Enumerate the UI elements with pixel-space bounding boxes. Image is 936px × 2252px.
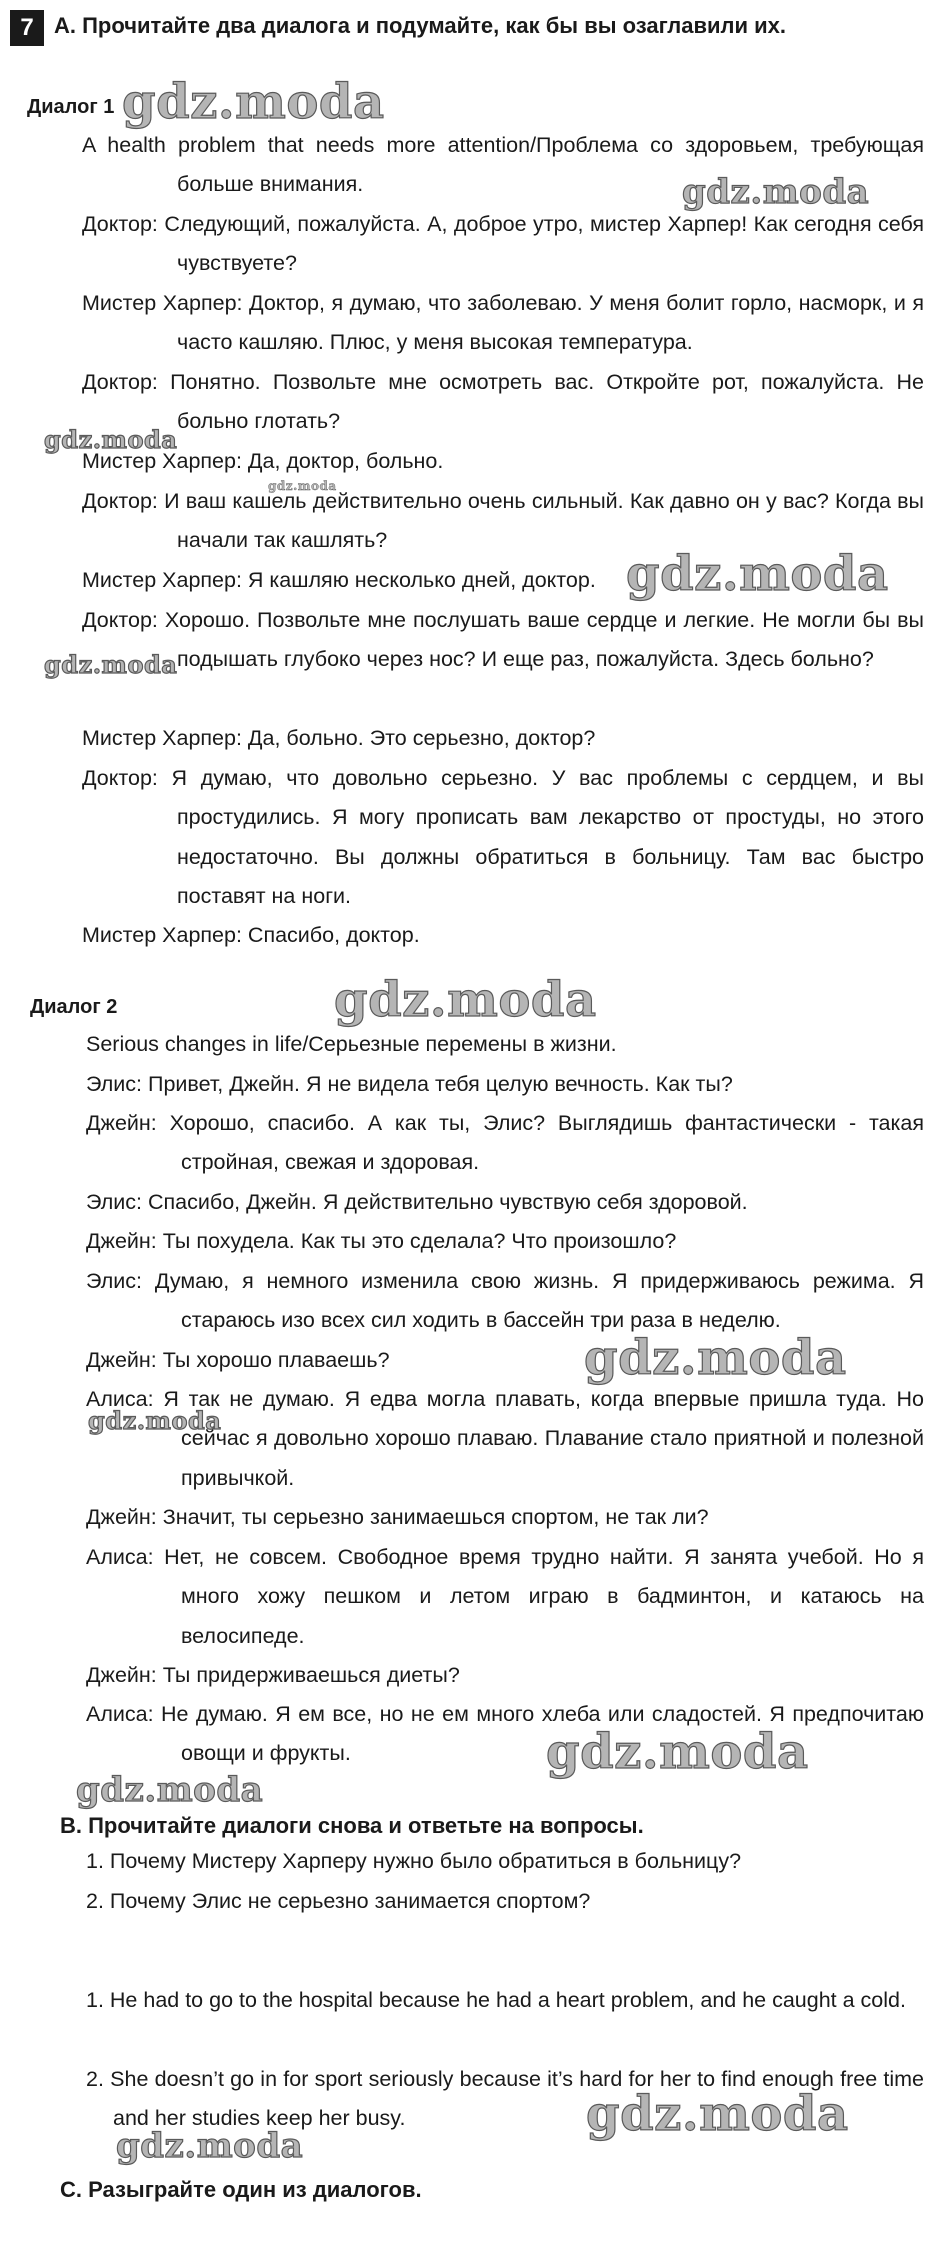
watermark: gdz.moda xyxy=(546,1724,809,1780)
dialog2-title: Диалог 2 xyxy=(30,996,118,1018)
dialog2-line: Элис: Спасибо, Джейн. Я действительно чувствую себя здоровой. xyxy=(86,1190,748,1214)
dialog1-line: Мистер Харпер: Я кашляю несколько дней, доктор. xyxy=(82,568,596,592)
task-c-heading: C. Разыграйте один из диалогов. xyxy=(60,2177,422,2202)
dialog2-line: Алиса: Нет, не совсем. Свободное время трудно найти. Я занята учебой. Но я много хожу пешком и летом играю в бадминтон, и катаюсь на велосипеде. xyxy=(86,1545,924,1648)
watermark: gdz.moda xyxy=(268,479,337,493)
watermark: gdz.moda xyxy=(586,2086,849,2142)
watermark: gdz.moda xyxy=(44,425,178,454)
task-b-heading: B. Прочитайте диалоги снова и ответьте на вопросы. xyxy=(60,1813,644,1838)
dialog1-line: Мистер Харпер: Да, доктор, больно. xyxy=(82,449,444,473)
dialog2-line: Алиса: Не думаю. Я ем все, но не ем много хлеба или сладостей. Я предпочитаю овощи и фрукты. xyxy=(86,1702,924,1766)
dialog1-subtitle: A health problem that needs more attention/Проблема со здоровьем, требующая больше внимания. xyxy=(82,133,924,197)
answer-item: 1. He had to go to the hospital because he had a heart problem, and he caught a cold. xyxy=(86,1988,906,2012)
dialog1-line: Мистер Харпер: Да, больно. Это серьезно, доктор? xyxy=(82,726,596,750)
watermark: gdz.moda xyxy=(334,972,597,1028)
task-number-badge: 7 xyxy=(10,10,44,46)
dialog2-line: Элис: Думаю, я немного изменила свою жизнь. Я придерживаюсь режима. Я стараюсь изо всех сил ходить в бассейн три раза в неделю. xyxy=(86,1269,924,1333)
dialog2-subtitle: Serious changes in life/Серьезные перемены в жизни. xyxy=(86,1032,617,1056)
dialog1-line: Доктор: И ваш кашель действительно очень сильный. Как давно он у вас? Когда вы начали так кашлять? xyxy=(82,489,924,553)
watermark: gdz.moda xyxy=(88,1406,222,1435)
dialog1-title: Диалог 1 xyxy=(27,96,115,118)
task-a-heading: A. Прочитайте два диалога и подумайте, как бы вы озаглавили их. xyxy=(54,13,787,38)
dialog2-line: Джейн: Значит, ты серьезно занимаешься спортом, не так ли? xyxy=(86,1505,709,1529)
dialog2-line: Джейн: Хорошо, спасибо. А как ты, Элис? Выглядишь фантастически - такая стройная, свежая и здоровая. xyxy=(86,1111,924,1175)
dialog2-line: Джейн: Ты придерживаешься диеты? xyxy=(86,1663,460,1687)
watermark: gdz.moda xyxy=(682,172,870,212)
dialog1-line: Доктор: Следующий, пожалуйста. А, доброе утро, мистер Харпер! Как сегодня себя чувствуете? xyxy=(82,212,924,276)
dialog2-line: Алиса: Я так не думаю. Я едва могла плавать, когда впервые пришла туда. Но сейчас я довольно хорошо плаваю. Плавание стало приятной и полезной привычкой. xyxy=(86,1387,924,1490)
dialog1-line: Доктор: Я думаю, что довольно серьезно. У вас проблемы с сердцем, и вы простудились. Я могу прописать вам лекарство от простуды, но этого недостаточно. Вы должны обратиться в больницу. Там вас быстро поставят на ноги. xyxy=(82,766,924,908)
watermark: gdz.moda xyxy=(122,74,385,130)
watermark: gdz.moda xyxy=(626,546,889,602)
dialog2-line: Джейн: Ты похудела. Как ты это сделала? Что произошло? xyxy=(86,1229,677,1253)
watermark: gdz.moda xyxy=(584,1330,847,1386)
dialog2-line: Джейн: Ты хорошо плаваешь? xyxy=(86,1348,390,1372)
dialog1-line: Мистер Харпер: Спасибо, доктор. xyxy=(82,923,420,947)
dialog1-line: Мистер Харпер: Доктор, я думаю, что заболеваю. У меня болит горло, насморк, и я часто кашляю. Плюс, у меня высокая температура. xyxy=(82,291,924,355)
dialog1-line: Доктор: Понятно. Позвольте мне осмотреть вас. Откройте рот, пожалуйста. Не больно глотать? xyxy=(82,370,924,434)
dialog1-line: Доктор: Хорошо. Позвольте мне послушать ваше сердце и легкие. Не могли бы вы подышать глубоко через нос? И еще раз, пожалуйста. Здесь больно? xyxy=(82,608,924,672)
watermark: gdz.moda xyxy=(76,1770,264,1810)
watermark: gdz.moda xyxy=(44,650,178,679)
question-item: 2. Почему Элис не серьезно занимается спортом? xyxy=(86,1889,591,1913)
question-item: 1. Почему Мистеру Харперу нужно было обратиться в больницу? xyxy=(86,1849,742,1873)
dialog2-line: Элис: Привет, Джейн. Я не видела тебя целую вечность. Как ты? xyxy=(86,1072,733,1096)
watermark: gdz.moda xyxy=(116,2126,304,2166)
answer-item: 2. She doesn’t go in for sport seriously because it’s hard for her to find enough free time and her studies keep her busy. xyxy=(86,2067,924,2131)
